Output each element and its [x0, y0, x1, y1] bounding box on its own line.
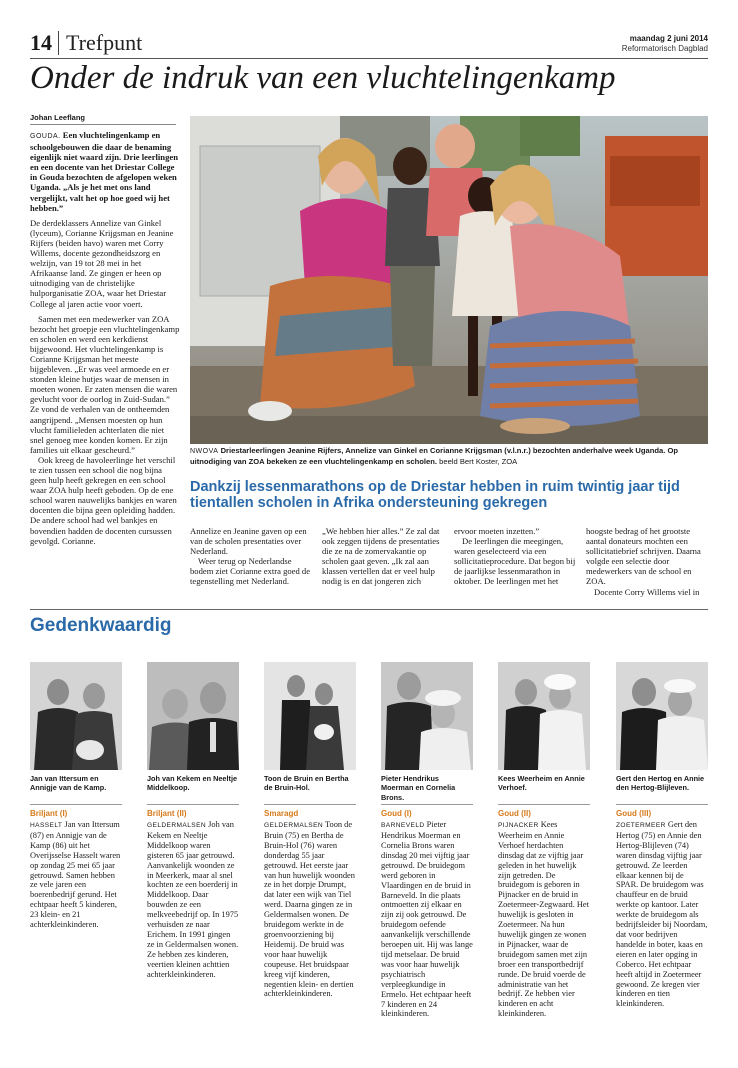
caption-text: Driestarleerlingen Jeanine Rijfers, Annelize van Ginkel en Corianne Krijgsman (v.l.n.r.) bezochten anderhalve week Uganda. Op uitnodiging van ZOA bekeken ze een vluchtelingenkamp en scholen.: [190, 446, 679, 466]
author-rule: [30, 124, 176, 125]
anniversary-item: [498, 662, 590, 1019]
item-rule: [147, 804, 239, 805]
item-rule: [264, 804, 356, 805]
item-rule: [30, 804, 122, 805]
couple-portrait-illustration: [30, 662, 122, 770]
couple-names: Gert den Hertog en Annie den Hertog-Blijleven.: [616, 774, 705, 793]
gedenkwaardig-title: Gedenkwaardig: [30, 615, 172, 636]
article-paragraph-3: Ook kreeg de havoleerlinge het verschil te zien tussen een school die nog bijna geen hulp heeft gekregen en een school waar ZOA hulp heeft geboden. Op de ene school waren nauwelijks bankjes en waren docenten die bijna geen opleiding hadden. De andere school had wel bankjes en bovendien hadden de docenten cursussen gevolgd. Corianne.: [30, 454, 177, 546]
couple-names: Kees Weerheim en Annie Verhoef.: [498, 774, 585, 793]
col3-paragraph-2: De leerlingen die meegingen, waren geselecteerd via een sollicitatieprocedure. Dat begon bij de jaarlijkse lessenmarathon in oktober. De leerlingen met het: [454, 536, 576, 587]
photo-caption: [190, 446, 708, 467]
couple-portrait-illustration: [147, 662, 239, 770]
anniversary-type: Goud (III): [616, 809, 652, 818]
place-name: GELDERMALSEN: [147, 822, 207, 829]
publication-date: maandag 2 juni 2014: [629, 34, 708, 43]
place-name: BARNEVELD: [381, 822, 425, 830]
lead-text: Een vluchtelingenkamp en schoolgebouwen die daar de benaming eigenlijk niet waard zijn. Drie leerlingen en een docente van het Driestar College in Gouda bezochten de afgelopen weken Uganda. „Als je het met ons land vergelijkt, valt het op hoe goed wij het hebben.”: [30, 130, 178, 213]
article-column-3: [454, 526, 580, 587]
anniversary-type: Goud (II): [498, 809, 531, 818]
place-name: GELDERMALSEN: [264, 822, 324, 829]
col2-paragraph-1: „We hebben hier alles.” Ze zal dat ook zeggen tijdens de presentaties die ze na de zomervakantie op scholen gaat geven. „Ik zal aan klassen vertellen dat er veel hulp nodig is en dat jongeren zich: [322, 526, 440, 587]
anniversary-item: [616, 662, 708, 1009]
photo-credit: beeld Bert Koster, ZOA: [439, 457, 518, 466]
couple-names: Jan van Ittersum en Annigje van de Kamp.: [30, 774, 107, 793]
article-column-2: [322, 526, 448, 587]
article-dateline: GOUDA.: [30, 133, 61, 140]
article-photo: [190, 116, 708, 444]
col1-paragraph-2: Weer terug op Nederlandse bodem ziet Corianne extra goed de tegenstelling met Nederland.: [190, 556, 311, 587]
anniversary-text: [264, 820, 356, 999]
anniversary-item: [381, 662, 473, 1019]
article-column-1: [190, 526, 316, 587]
article-paragraph-1: De derdeklassers Annelize van Ginkel (lyceum), Corianne Krijgsman en Jeanine Rijfers (beiden havo) waren met Corry Willems, docente gezondheidszorg en welzijn, van 19 tot 28 mei in het Afrikaanse land. Ze gingen er heen op uitnodiging van de christelijke hulporganisatie ZOA, waar het Driestar College al jaren actie voor voert.: [30, 217, 174, 309]
students-with-children-illustration: [190, 116, 708, 444]
anniversary-item: [147, 662, 239, 980]
caption-tag: NWOVA: [190, 448, 219, 455]
place-name: PIJNACKER: [498, 822, 539, 829]
anniversary-body: Gert den Hertog (75) en Annie den Hertog-Blijleven (74) waren dinsdag vijftig jaar getrouwd. Ze leerden elkaar kennen bij de SPAR. De bruidegom was chauffeur en de bruid werkte op kantoor. Later werkte de bruidegom als bedrijfsleider bij Noordam, dat voor bedrijven handelde in boter, kaas en eieren en later opging in Coberco. Het echtpaar heeft altijd in Zoetermeer gewoond. Ze kregen vier kinderen en tien kleinkinderen.: [616, 820, 708, 1009]
anniversary-body: Toon de Bruin (75) en Bertha de Bruin-Hol (76) waren donderdag 55 jaar getrouwd. Het eerste jaar van hun huwelijk woonden ze in het dorpje Drumpt, dat later een wijk van Tiel werd. Daarna gingen ze in Geldermalsen wonen. De bruidegom werkte in de groenvoorziening bij Heidemij. De bruid was voor haar huwelijk coupeuse. Het bruidspaar kreeg vijf kinderen, negentien klein- en dertien achterkleinkinderen.: [264, 820, 355, 999]
article-left-column: [30, 130, 180, 546]
couple-portrait-illustration: [616, 662, 708, 770]
article-headline: Onder de indruk van een vluchtelingenkamp: [30, 60, 616, 96]
anniversary-text: [381, 820, 473, 1019]
anniversary-text: [30, 820, 122, 930]
page-number: 14: [30, 30, 52, 55]
article-column-4: [586, 526, 712, 597]
anniversary-body: Pieter Hendrikus Moerman en Cornelia Brons waren dinsdag 20 mei vijftig jaar getrouwd. De bruidegom werd geboren in Vlaardingen en de bruid in Barneveld. In die plaats ontmoetten zij elkaar en zijn zij ook getrouwd. De bruidegom oefende aanvankelijk verschillende beroepen uit. Hij was lange tijd metselaar. De bruid was voor haar huwelijk psychiatrisch verpleegkundige in Ermelo. Het echtpaar heeft 7 kinderen en 24 kleinkinderen.: [381, 820, 473, 1019]
couple-names: Toon de Bruin en Bertha de Bruin-Hol.: [264, 774, 349, 793]
couple-photo: [147, 662, 239, 770]
article-author: Johan Leeflang: [30, 113, 86, 122]
couple-photo: [381, 662, 473, 770]
couple-photo: [498, 662, 590, 770]
couple-portrait-illustration: [498, 662, 590, 770]
place-name: HASSELT: [30, 822, 63, 829]
couple-photo: [616, 662, 708, 770]
anniversary-item: [264, 662, 356, 999]
article-paragraph-2: Samen met een medewerker van ZOA bezocht het groepje een vluchtelingenkamp en scholen en werd een kerkdienst bijgewoond. Het vluchtelingenkamp is Corianne Krijgsman het meeste bijgebleven. „Er was veel armoede en er stonden kleine hutjes waar de mensen in moeten wonen. Er zaten mensen die waren gevlucht voor de oorlog in Zuid-Sudan.” Ze vond de verhalen van de ontheemden aangrijpend. „Mensen moesten op hun vlucht familieleden achterlaten die niet snel genoeg mee konden komen. Er zijn families uit elkaar gescheurd.”: [30, 313, 180, 455]
anniversary-type: Smaragd: [264, 809, 299, 818]
item-rule: [498, 804, 590, 805]
anniversary-body: Kees Weerheim en Annie Verhoef herdachten dinsdag dat ze vijftig jaar geleden in het huwelijk zijn getreden. De bruidegom is geboren in Pijnacker en de bruid in Zoetermeer-Zegwaard. Het huwelijk is gesloten in Zoetermeer. Na hun huwelijk gingen ze wonen in Pijnacker, waar de bruidegom samen met zijn broer een transportbedrijf runde. De bruid voerde de administratie van het bedrijf. Ze hebben vier kinderen en acht kleinkinderen.: [498, 820, 589, 1019]
anniversary-text: [616, 820, 708, 1009]
item-rule: [381, 804, 473, 805]
couple-names: Joh van Kekem en Neeltje Middelkoop.: [147, 774, 238, 793]
anniversary-type: Briljant (I): [30, 809, 68, 818]
place-name: ZOETERMEER: [616, 822, 666, 829]
anniversary-text: [147, 820, 239, 980]
couple-photo: [30, 662, 122, 770]
col1-paragraph-1: Annelize en Jeanine gaven op een van de scholen presentaties over Nederland.: [190, 526, 307, 557]
col4-paragraph-2: Docente Corry Willems viel in: [594, 586, 700, 597]
anniversary-item: [30, 662, 122, 930]
anniversary-body: Jan van Ittersum (87) en Annigje van de Kamp (86) uit het Overijsselse Hasselt waren op zondag 25 mei 65 jaar getrouwd. Samen hebben ze vele jaren een boerenbedrijf gerund. Het echtpaar heeft 5 kinderen, 23 klein- en 21 achterkleinkinderen.: [30, 820, 121, 930]
item-rule: [616, 804, 708, 805]
couple-photo: [264, 662, 356, 770]
col3-paragraph-1: ervoor moeten inzetten.”: [454, 526, 540, 536]
anniversary-body: Joh van Kekem en Neeltje Middelkoop waren gisteren 65 jaar getrouwd. Aanvankelijk woonden ze in Meerkerk, maar al snel kochten ze een boerderij in Middelkoop. Daar bouwden ze een melkveebedrijf op. In 1975 verhuisden ze naar Erichem. In 1991 gingen ze in Geldermalsen wonen. Ze hebben zes kinderen, veertien kleinen achttien achterkleinkinderen.: [147, 820, 239, 979]
section-title: Trefpunt: [66, 30, 143, 55]
section-rule: [30, 609, 708, 610]
newspaper-name: Reformatorisch Dagblad: [621, 44, 708, 53]
couple-portrait-illustration: [264, 662, 356, 770]
header-rule: [30, 58, 708, 59]
article-lead: [30, 130, 180, 213]
pull-quote: Dankzij lessenmarathons op de Driestar hebben in ruim twintig jaar tijd tientallen scholen in Afrika ondersteuning gekregen: [190, 479, 680, 511]
anniversary-text: [498, 820, 590, 1019]
couple-names: Pieter Hendrikus Moerman en Cornelia Brons.: [381, 774, 456, 802]
couple-portrait-illustration: [381, 662, 473, 770]
anniversary-type: Briljant (II): [147, 809, 187, 818]
header-divider: [58, 31, 59, 55]
col4-paragraph-1: hoogste bedrag of het grootste aantal donateurs mochten een sollicitatiebrief schrijven. Daarna volgde een selectie door medewerkers van de school en ZOA.: [586, 526, 701, 587]
anniversary-type: Goud (I): [381, 809, 412, 819]
